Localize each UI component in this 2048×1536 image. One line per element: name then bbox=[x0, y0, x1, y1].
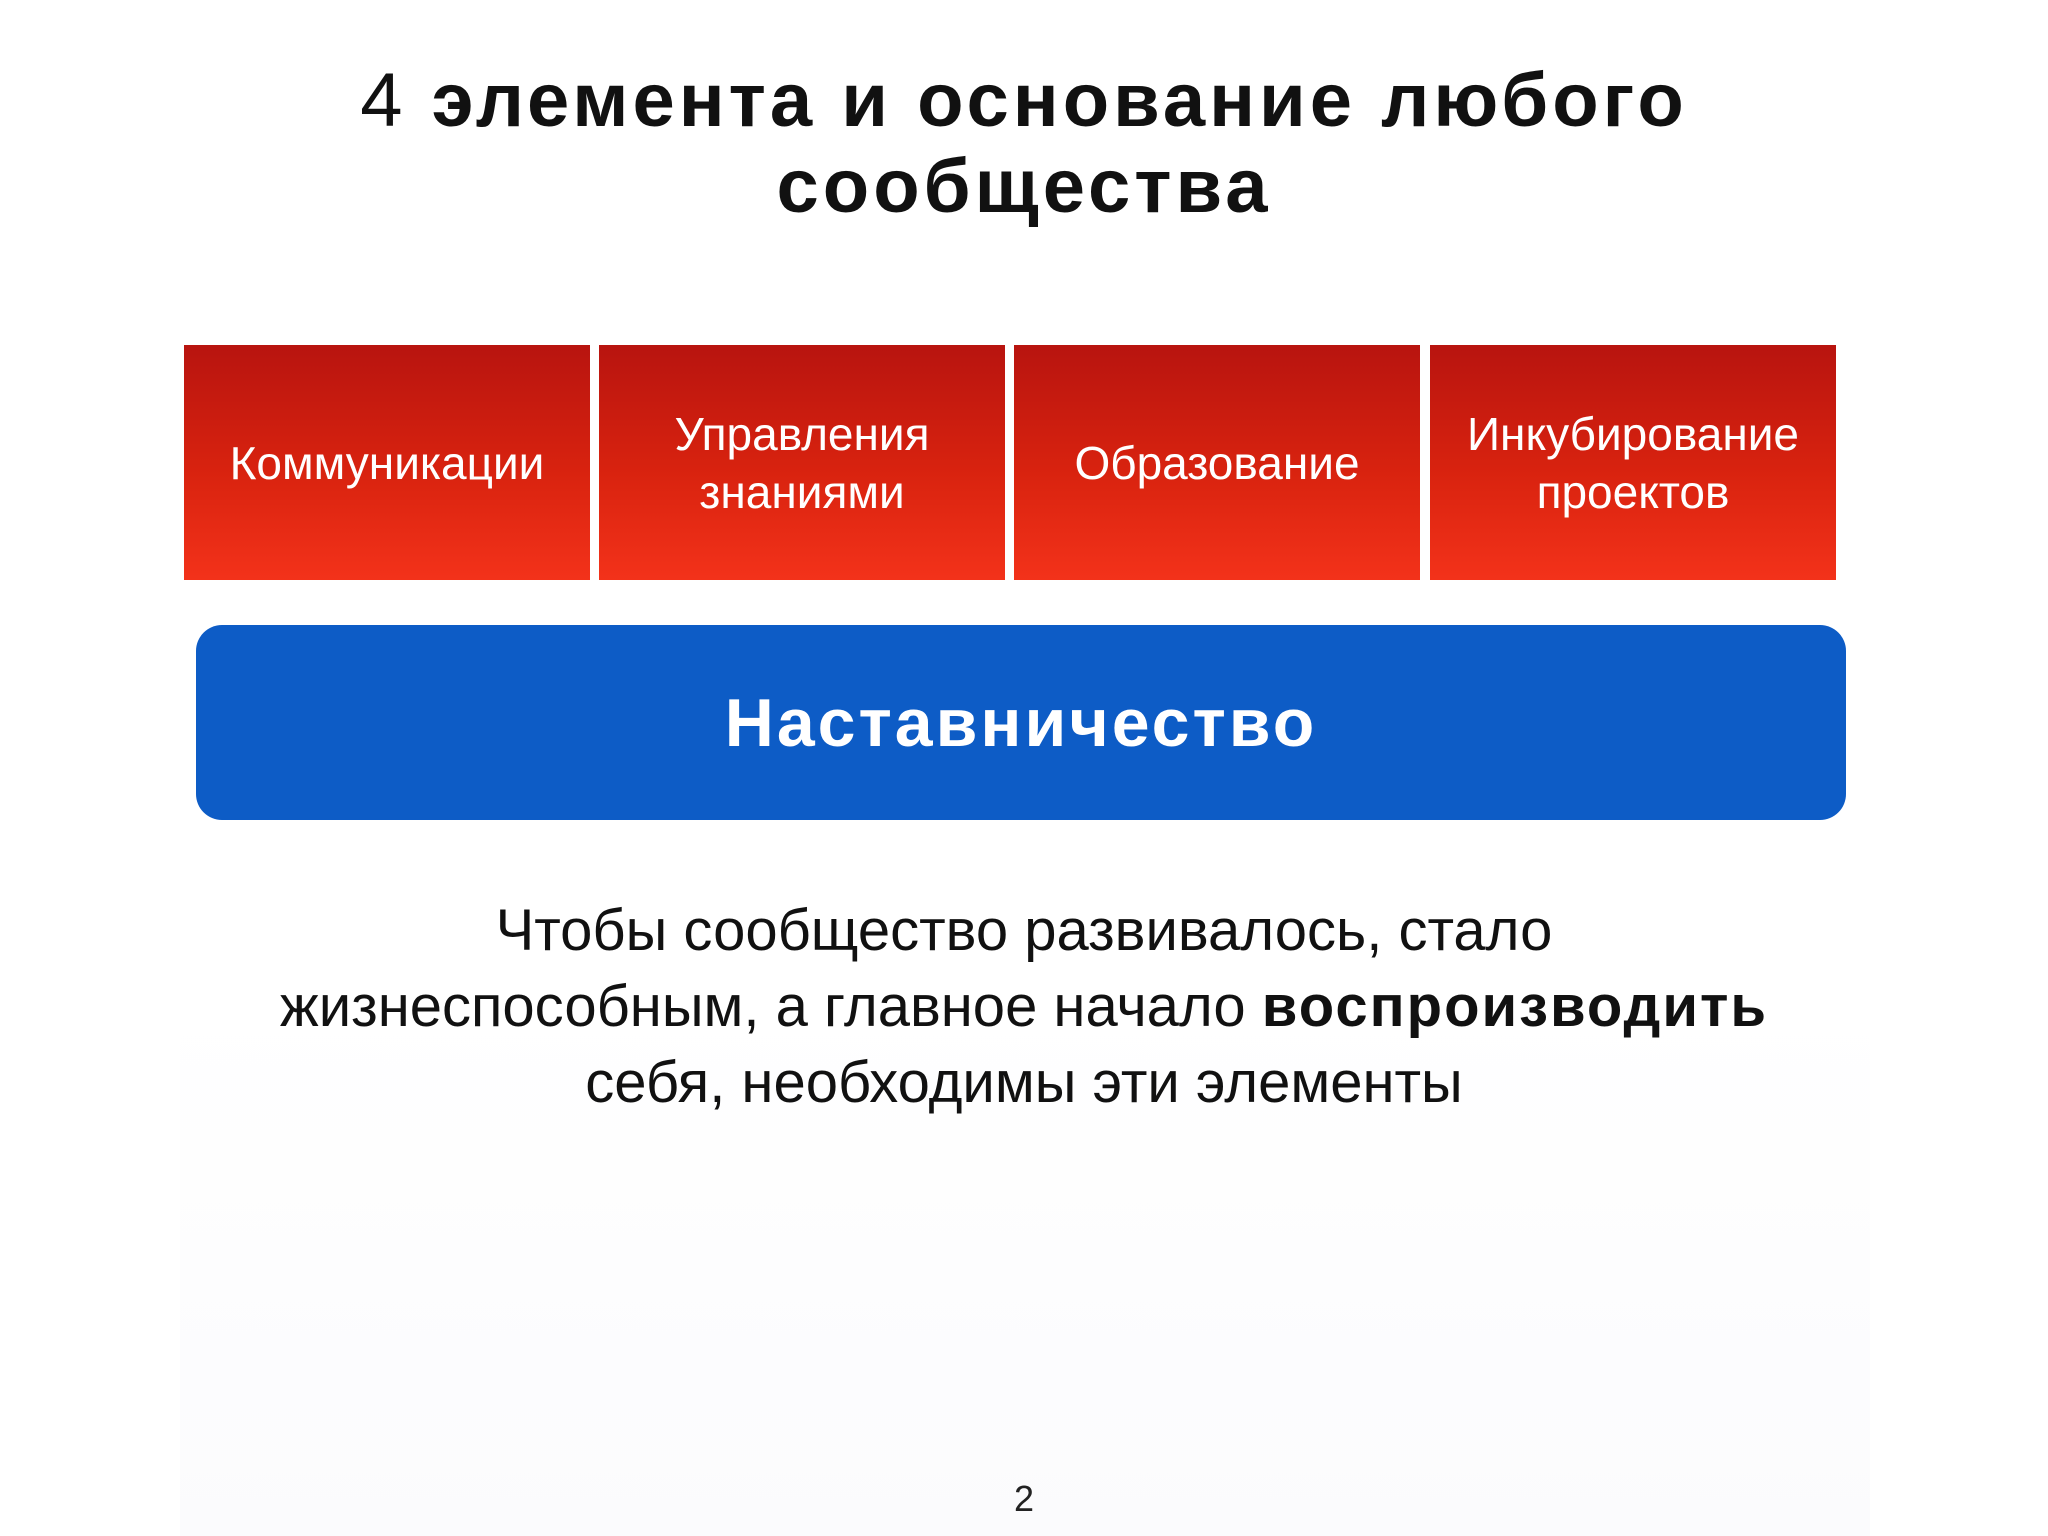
title-line-1-text: элемента и основание любого bbox=[406, 58, 1688, 143]
description-line-1: Чтобы сообщество развивалось, стало bbox=[495, 898, 1553, 963]
page-number: 2 bbox=[1013, 1478, 1035, 1519]
element-label: Образование bbox=[1074, 436, 1360, 489]
element-label-line-2: знаниями bbox=[699, 465, 905, 518]
title-line-1 bbox=[0, 58, 2048, 144]
description-line-3: себя, необходимы эти элементы bbox=[585, 1050, 1463, 1115]
element-education bbox=[1014, 345, 1420, 580]
element-label: Коммуникации bbox=[229, 436, 545, 489]
element-label-line-1: Инкубирование bbox=[1466, 407, 1800, 460]
foundation-label: Наставничество bbox=[724, 684, 1318, 761]
foundation-mentorship bbox=[196, 625, 1846, 820]
slide-title bbox=[0, 58, 2048, 230]
element-label bbox=[674, 405, 929, 521]
title-line-2: сообщества bbox=[776, 144, 1272, 229]
description-line-2 bbox=[0, 969, 2048, 1045]
description-line-2-text: жизнеспособным, а главное начало bbox=[279, 974, 1262, 1039]
element-label-line-2: проектов bbox=[1536, 465, 1730, 518]
description bbox=[0, 893, 2048, 1121]
element-communications bbox=[184, 345, 590, 580]
element-label bbox=[1467, 405, 1799, 521]
title-number: 4 bbox=[360, 58, 407, 143]
element-project-incubation bbox=[1430, 345, 1836, 580]
description-emphasis: воспроизводить bbox=[1261, 974, 1769, 1039]
element-knowledge-management bbox=[599, 345, 1005, 580]
element-label-line-1: Управления bbox=[674, 407, 930, 460]
elements-row bbox=[184, 345, 1836, 580]
